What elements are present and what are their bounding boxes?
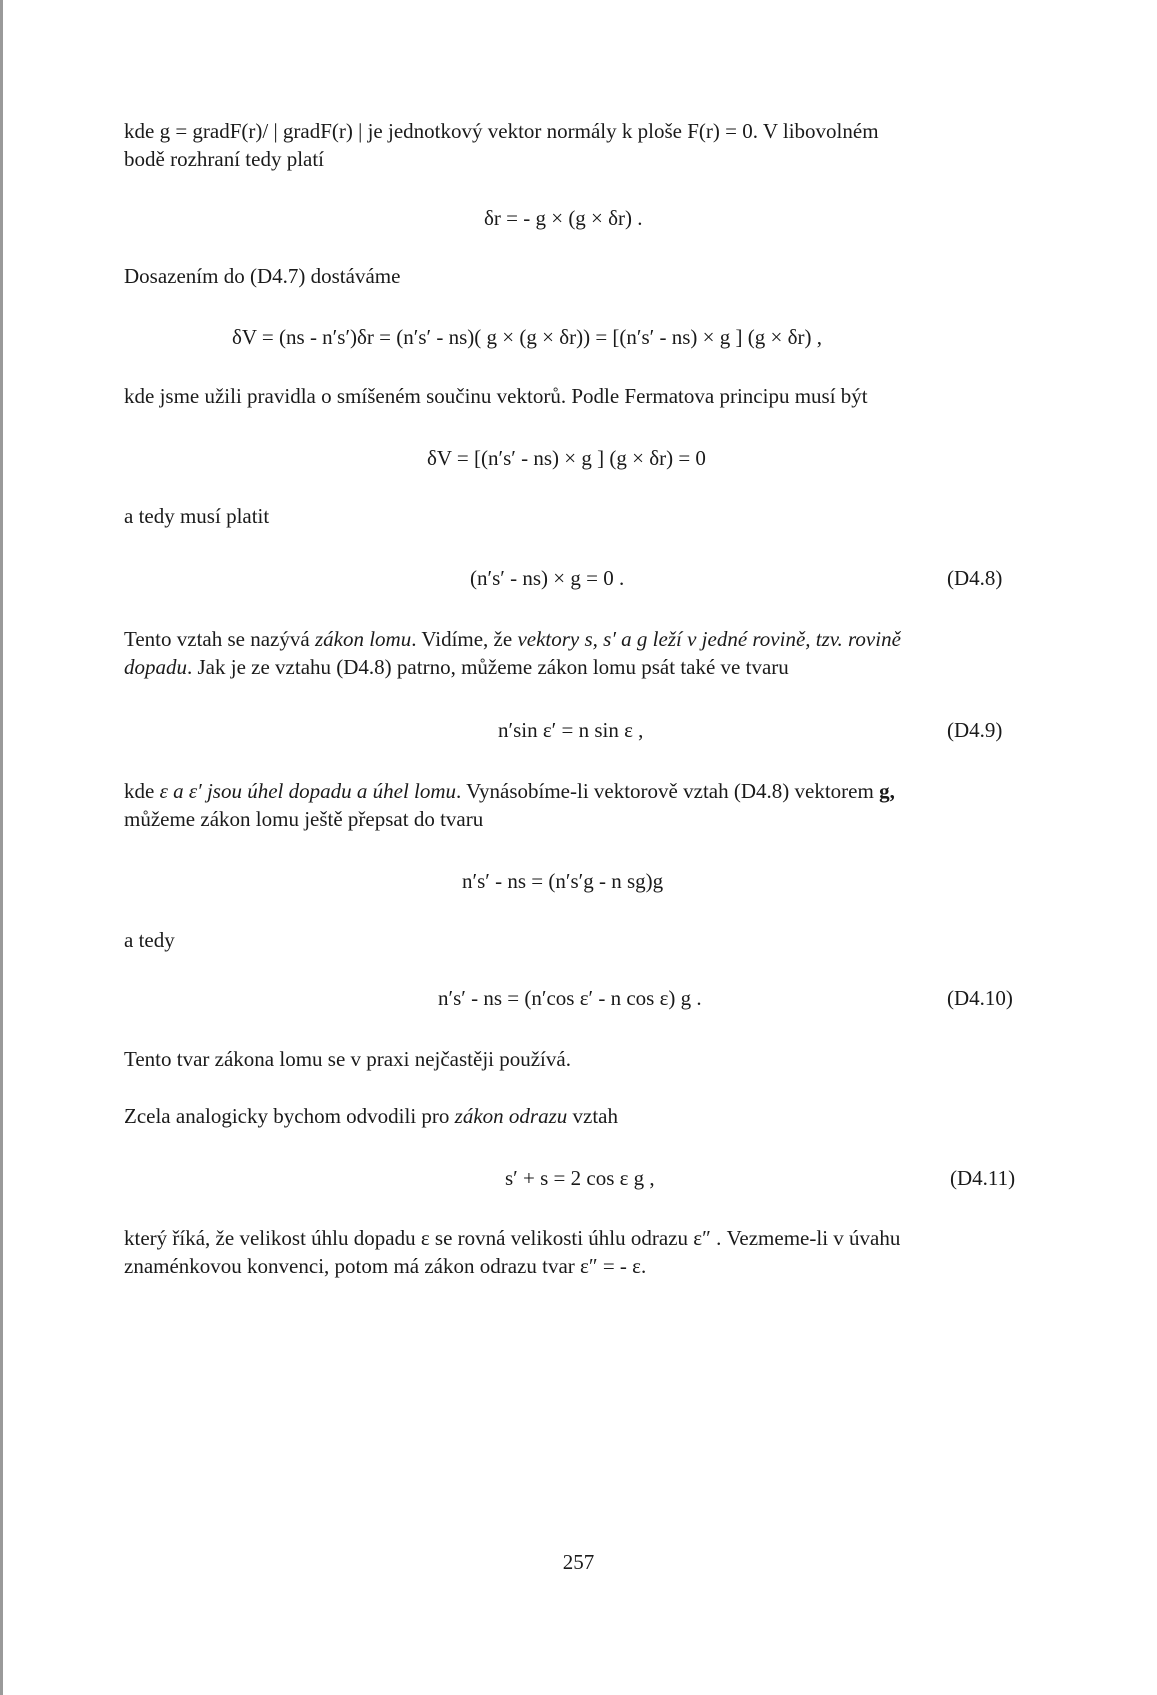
equation-7: n′s′ - ns = (n′cos ε′ - n cos ε) g . <box>438 986 702 1010</box>
term-zakon-odrazu: zákon odrazu <box>454 1104 568 1128</box>
equation-6: n′s′ - ns = (n′s′g - n sg)g <box>462 869 664 893</box>
equation-8: s′ + s = 2 cos ε g , <box>505 1166 655 1190</box>
paragraph-8: Tento tvar zákona lomu se v praxi nejčastěji používá. <box>124 1047 571 1071</box>
paragraph-2: Dosazením do (D4.7) dostáváme <box>124 264 401 288</box>
paragraph-5-line-2 <box>124 654 789 680</box>
vector-g: g, <box>879 779 895 803</box>
paragraph-9-text: Zcela analogicky bychom odvodili pro <box>124 1104 455 1128</box>
scan-edge <box>0 0 3 1695</box>
equation-4: (n′s′ - ns) × g = 0 . <box>470 566 625 590</box>
paragraph-6-text: kde <box>124 779 160 803</box>
equation-1: δr = - g × (g × δr) . <box>484 206 643 230</box>
paragraph-4: a tedy musí platit <box>124 504 270 528</box>
paragraph-5-text: . Vidíme, že <box>411 627 518 651</box>
page-number: 257 <box>562 1550 595 1574</box>
paragraph-10-line-1: který říká, že velikost úhlu dopadu ε se rovná velikosti úhlu odrazu ε″ . Vezmeme-li v úvahu <box>124 1226 901 1250</box>
emphasis-vektory: vektory s, s′ a g leží v jedné rovině, tzv. rovině <box>517 627 901 651</box>
equation-7-number: (D4.10) <box>947 986 1013 1010</box>
equation-8-number: (D4.11) <box>950 1166 1016 1190</box>
paragraph-6-text: . Vynásobíme-li vektorově vztah (D4.8) vektorem <box>456 779 880 803</box>
paragraph-1-line-1: kde g = gradF(r)/ | gradF(r) | je jednotkový vektor normály k ploše F(r) = 0. V libovolném <box>124 119 879 143</box>
paragraph-3: kde jsme užili pravidla o smíšeném součinu vektorů. Podle Fermatova principu musí být <box>124 384 868 408</box>
equation-4-number: (D4.8) <box>947 566 1003 590</box>
paragraph-6-line-2: můžeme zákon lomu ještě přepsat do tvaru <box>124 807 484 831</box>
paragraph-5-line-1 <box>124 626 901 652</box>
equation-2: δV = (ns - n′s′)δr = (n′s′ - ns)( g × (g × δr)) = [(n′s′ - ns) × g ] (g × δr) , <box>232 325 822 349</box>
paragraph-6-line-1 <box>124 778 895 804</box>
paragraph-5-text: Tento vztah se nazývá <box>124 627 315 651</box>
paragraph-9 <box>124 1103 618 1129</box>
term-zakon-lomu: zákon lomu <box>314 627 412 651</box>
paragraph-7: a tedy <box>124 928 175 952</box>
paragraph-1-line-2: bodě rozhraní tedy platí <box>124 147 325 171</box>
paragraph-5-text: . Jak je ze vztahu (D4.8) patrno, můžeme zákon lomu psát také ve tvaru <box>187 655 789 679</box>
emphasis-uhly: ε a ε′ jsou úhel dopadu a úhel lomu <box>159 779 457 803</box>
equation-3: δV = [(n′s′ - ns) × g ] (g × δr) = 0 <box>427 446 706 470</box>
paragraph-10-line-2: znaménkovou konvenci, potom má zákon odrazu tvar ε″ = - ε. <box>124 1254 647 1278</box>
equation-5: n′sin ε′ = n sin ε , <box>498 718 644 742</box>
paragraph-9-text: vztah <box>567 1104 618 1128</box>
equation-5-number: (D4.9) <box>947 718 1003 742</box>
term-rovina-dopadu: dopadu <box>124 655 187 679</box>
